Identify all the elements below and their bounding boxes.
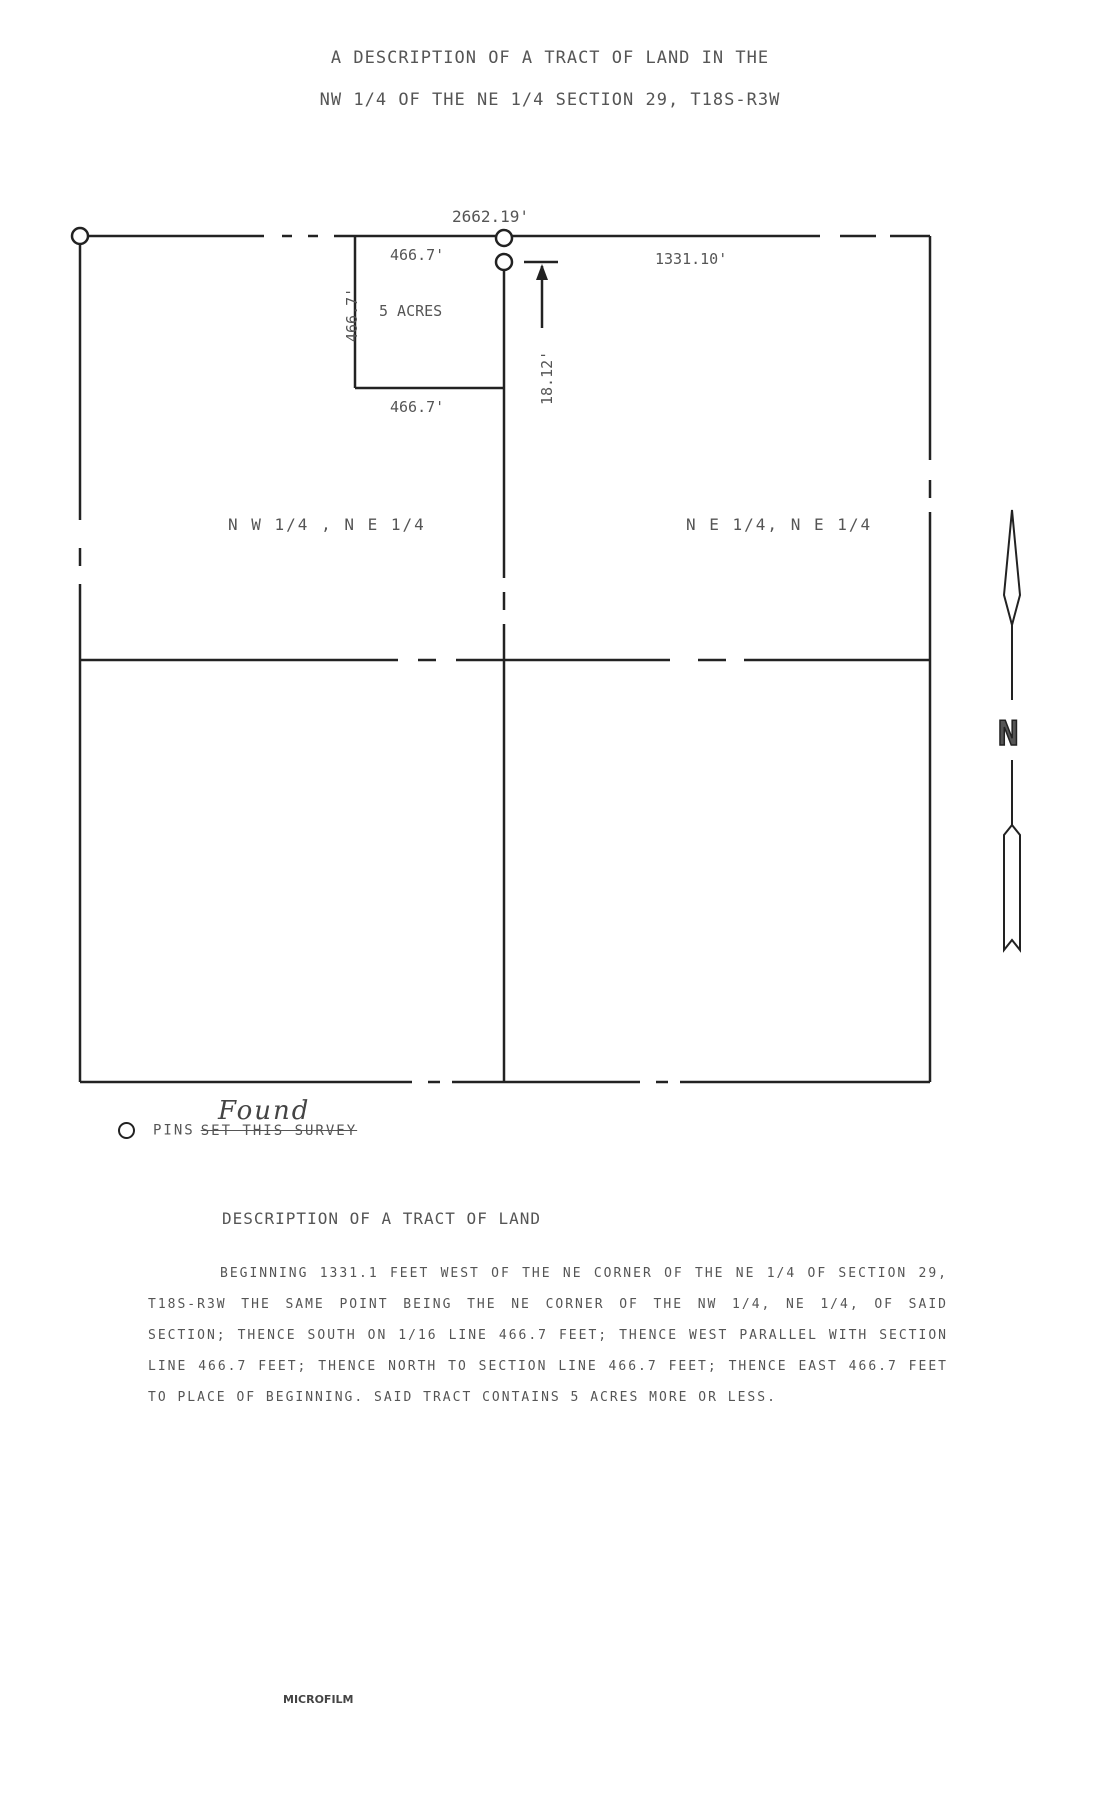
tract-top-width-label: 466.7': [390, 246, 445, 264]
tract-side-label: 466.7': [343, 287, 361, 342]
microfilm-stamp: MICROFILM: [283, 1693, 354, 1706]
pins-legend: [118, 1096, 358, 1139]
top-distance-label: 2662.19': [452, 207, 530, 226]
nw-quarter-label: N W 1/4 , N E 1/4: [228, 515, 426, 534]
dimension-arrowhead-icon: [536, 264, 548, 280]
pin-symbol-icon: [118, 1122, 135, 1139]
document-title-line-1: A DESCRIPTION OF A TRACT OF LAND IN THE: [330, 48, 770, 68]
ne-quarter-label: N E 1/4, N E 1/4: [686, 515, 873, 534]
tract-bottom-width-label: 466.7': [390, 398, 445, 416]
east-distance-label: 1331.10': [655, 250, 728, 268]
pin-tract-offset: [496, 254, 512, 270]
tract-area-label: 5 ACRES: [379, 302, 443, 320]
description-title: DESCRIPTION OF A TRACT OF LAND: [222, 1209, 541, 1228]
pin-northwest-corner: [72, 228, 88, 244]
description-body: BEGINNING 1331.1 FEET WEST OF THE NE CORNER OF THE NE 1/4 OF SECTION 29, T18S-R3W THE SAME POINT BEING THE NE CORNER OF THE NW 1/4, NE 1/4, OF SAID SECTION; THENCE SOUTH ON 1/16 LINE 466.7 FEET; THENCE WEST PARALLEL WITH SECTION LINE 466.7 FEET; THENCE NORTH TO SECTION LINE 466.7 FEET; THENCE EAST 466.7 FEET TO PLACE OF BEGINNING. SAID TRACT CONTAINS 5 ACRES MORE OR LESS.: [148, 1266, 948, 1405]
legend-handwritten-text: Found: [218, 1096, 311, 1126]
legend-struck-text: SET THIS SURVEY: [200, 1122, 358, 1139]
document-title-line-2: NW 1/4 OF THE NE 1/4 SECTION 29, T18S-R3W: [319, 90, 781, 110]
pin-tract-northeast-corner: [496, 230, 512, 246]
offset-distance-label: 18.12': [538, 350, 556, 405]
legend-label: PINS: [153, 1122, 195, 1139]
north-letter: N: [998, 714, 1019, 754]
